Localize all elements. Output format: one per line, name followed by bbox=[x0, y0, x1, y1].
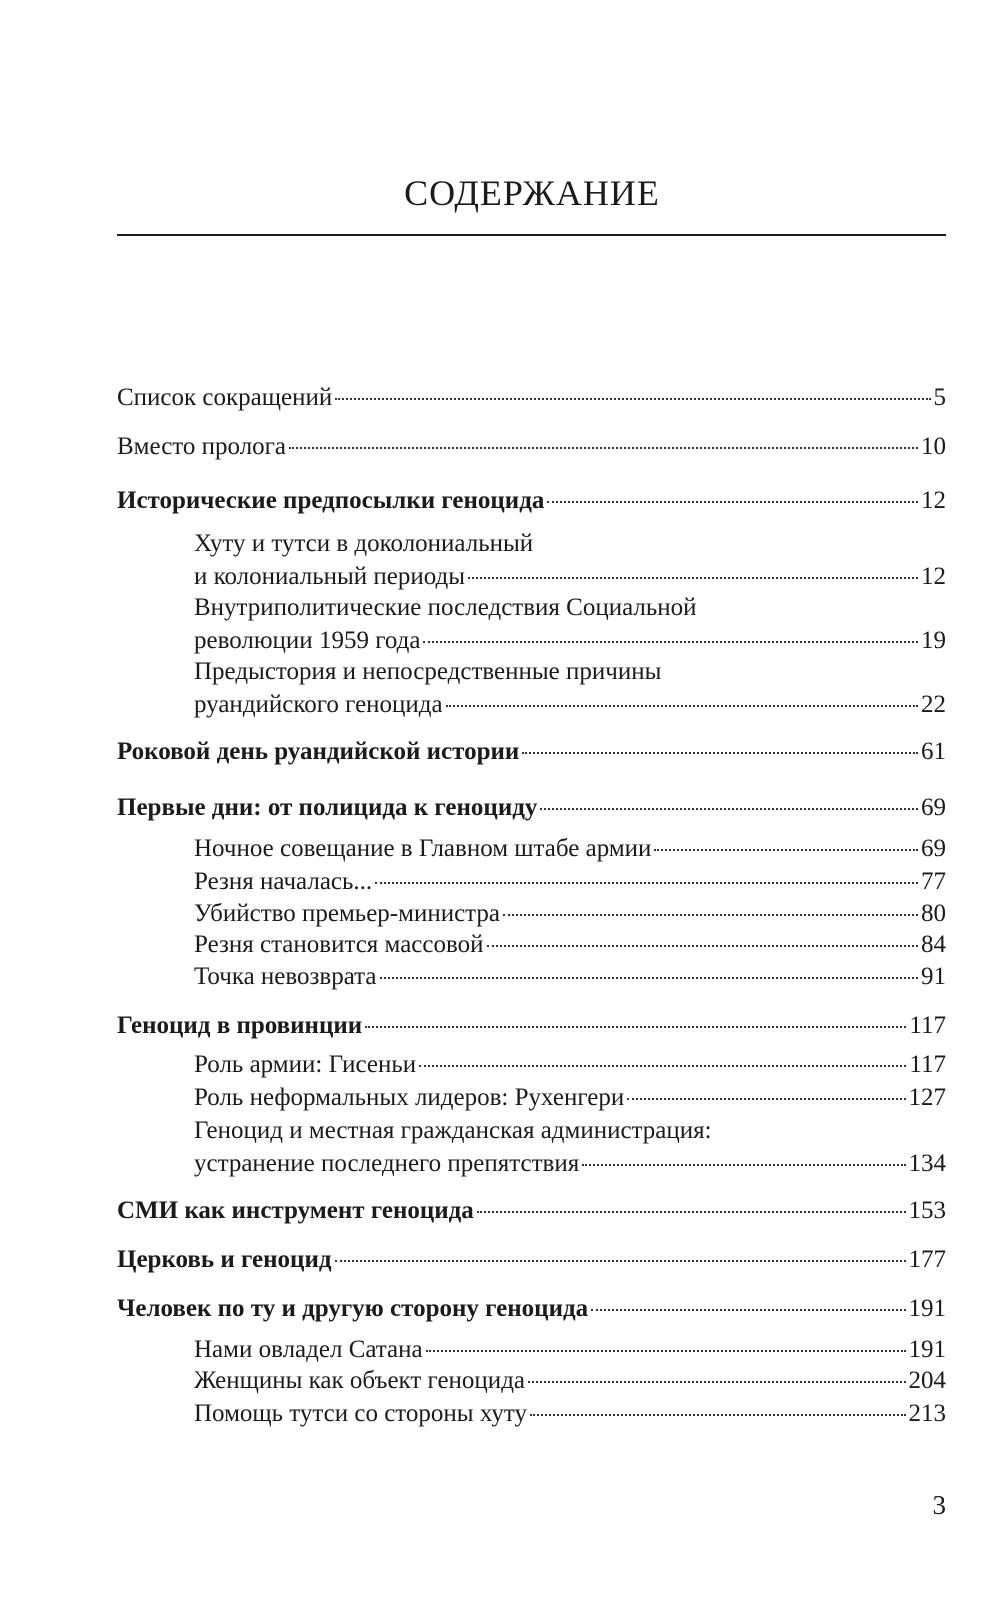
dot-leader bbox=[468, 577, 918, 579]
dot-leader bbox=[540, 808, 918, 810]
toc-entry-page: 213 bbox=[908, 1400, 946, 1427]
toc-entry-page: 19 bbox=[921, 627, 946, 654]
toc-entry-title: Исторические предпосылки геноцида bbox=[117, 487, 545, 514]
toc-entry-title: Ночное совещание в Главном штабе армии bbox=[194, 835, 652, 862]
toc-subentry[interactable] bbox=[194, 527, 946, 593]
toc-entry-page: 77 bbox=[921, 868, 946, 895]
dot-leader bbox=[446, 705, 918, 707]
toc-entry-title-line1: Геноцид и местная гражданская администрация: bbox=[194, 1117, 712, 1144]
dot-leader bbox=[419, 1065, 906, 1067]
toc-subentry[interactable] bbox=[194, 591, 946, 657]
toc-entry-title: Роль армии: Гисеньи bbox=[194, 1051, 417, 1078]
toc-entry-title: Церковь и геноцид bbox=[117, 1246, 332, 1273]
toc-entry-title-line1: Внутриполитические последствия Социальной bbox=[194, 594, 697, 621]
toc-subentry[interactable] bbox=[194, 960, 946, 993]
dot-leader bbox=[426, 1350, 906, 1352]
dot-leader bbox=[522, 752, 918, 754]
toc-chapter[interactable] bbox=[117, 1292, 946, 1325]
toc-entry-page: 191 bbox=[908, 1295, 946, 1322]
toc-entry-page: 12 bbox=[921, 487, 946, 514]
toc-chapter[interactable] bbox=[117, 735, 946, 768]
toc-subentry[interactable] bbox=[194, 928, 946, 961]
toc-entry-page: 80 bbox=[921, 900, 946, 927]
toc-entry[interactable] bbox=[117, 430, 946, 463]
toc-entry-title: Резня началась... bbox=[194, 868, 373, 895]
dot-leader bbox=[547, 501, 918, 503]
dot-leader bbox=[654, 849, 918, 851]
toc-entry-page: 127 bbox=[908, 1084, 946, 1111]
toc-entry-page: 191 bbox=[908, 1336, 946, 1363]
toc-entry-page: 91 bbox=[921, 963, 946, 990]
toc-entry-title: СМИ как инструмент геноцида bbox=[117, 1197, 474, 1224]
dot-leader bbox=[591, 1309, 905, 1311]
toc-chapter[interactable] bbox=[117, 791, 946, 824]
toc-subentry[interactable] bbox=[194, 832, 946, 865]
toc-entry-page: 10 bbox=[921, 433, 946, 460]
dot-leader bbox=[530, 1414, 906, 1416]
toc-subentry[interactable] bbox=[194, 655, 946, 721]
toc-chapter[interactable] bbox=[117, 1194, 946, 1227]
toc-entry-title: Нами овладел Сатана bbox=[194, 1336, 423, 1363]
dot-leader bbox=[627, 1098, 905, 1100]
toc-entry-title: Убийство премьер-министра bbox=[194, 900, 501, 927]
toc-entry-page: 204 bbox=[908, 1367, 946, 1394]
toc-entry-title: Резня становится массовой bbox=[194, 931, 484, 958]
dot-leader bbox=[380, 977, 919, 979]
toc-entry-title: и колониальный периоды bbox=[194, 563, 466, 590]
toc-entry-title: Роль неформальных лидеров: Рухенгери bbox=[194, 1084, 625, 1111]
toc-chapter[interactable] bbox=[117, 1009, 946, 1042]
toc-entry-title: Список сокращений bbox=[117, 384, 333, 411]
toc-entry-page: 12 bbox=[921, 563, 946, 590]
toc-subentry[interactable] bbox=[194, 897, 946, 930]
dot-leader bbox=[365, 1026, 906, 1028]
toc-subentry[interactable] bbox=[194, 1114, 946, 1180]
toc-subentry[interactable] bbox=[194, 1397, 946, 1430]
toc-entry-page: 69 bbox=[921, 794, 946, 821]
toc-subentry[interactable] bbox=[194, 1081, 946, 1114]
toc-entry-page: 134 bbox=[908, 1150, 946, 1177]
toc-entry-title: Роковой день руандийской истории bbox=[117, 738, 520, 765]
toc-subentry[interactable] bbox=[194, 865, 946, 898]
toc-entry-page: 22 bbox=[921, 691, 946, 718]
toc-entry-title: Вместо пролога bbox=[117, 433, 287, 460]
toc-entry-title-line1: Предыстория и непосредственные причины bbox=[194, 658, 662, 685]
dot-leader bbox=[289, 447, 918, 449]
page-title: СОДЕРЖАНИЕ bbox=[404, 173, 660, 213]
toc-subentry[interactable] bbox=[194, 1333, 946, 1366]
toc-entry-page: 69 bbox=[921, 835, 946, 862]
dot-leader bbox=[335, 398, 930, 400]
toc-entry-title: Женщины как объект геноцида bbox=[194, 1367, 526, 1394]
dot-leader bbox=[335, 1260, 906, 1262]
dot-leader bbox=[528, 1381, 905, 1383]
toc-entry-title: Первые дни: от полицида к геноциду bbox=[117, 794, 538, 821]
toc-subentry[interactable] bbox=[194, 1048, 946, 1081]
toc-entry-page: 117 bbox=[909, 1012, 946, 1039]
dot-leader bbox=[503, 914, 918, 916]
toc-entry[interactable] bbox=[117, 381, 946, 414]
toc-subentry[interactable] bbox=[194, 1364, 946, 1397]
page-number: 3 bbox=[932, 1490, 946, 1520]
dot-leader bbox=[582, 1164, 905, 1166]
dot-leader bbox=[487, 945, 919, 947]
toc-chapter[interactable] bbox=[117, 1243, 946, 1276]
toc-entry-title: Помощь тутси со стороны хуту bbox=[194, 1400, 527, 1427]
title-divider bbox=[117, 234, 946, 236]
toc-entry-page: 5 bbox=[933, 384, 946, 411]
toc-entry-page: 177 bbox=[908, 1246, 946, 1273]
toc-entry-title: Точка невозврата bbox=[194, 963, 377, 990]
toc-entry-title-line1: Хуту и тутси в доколониальный bbox=[194, 530, 534, 557]
dot-leader bbox=[375, 882, 918, 884]
toc-entry-page: 117 bbox=[909, 1051, 946, 1078]
toc-entry-title: революции 1959 года bbox=[194, 627, 421, 654]
toc-entry-title: руандийского геноцида bbox=[194, 691, 443, 718]
toc-entry-title: Человек по ту и другую сторону геноцида bbox=[117, 1295, 589, 1322]
toc-entry-title: устранение последнего препятствия bbox=[194, 1150, 580, 1177]
toc-entry-page: 61 bbox=[921, 738, 946, 765]
toc-chapter[interactable] bbox=[117, 484, 946, 517]
dot-leader bbox=[423, 641, 918, 643]
dot-leader bbox=[477, 1211, 906, 1213]
toc-entry-title: Геноцид в провинции bbox=[117, 1012, 363, 1039]
toc-entry-page: 84 bbox=[921, 931, 946, 958]
toc-entry-page: 153 bbox=[908, 1197, 946, 1224]
